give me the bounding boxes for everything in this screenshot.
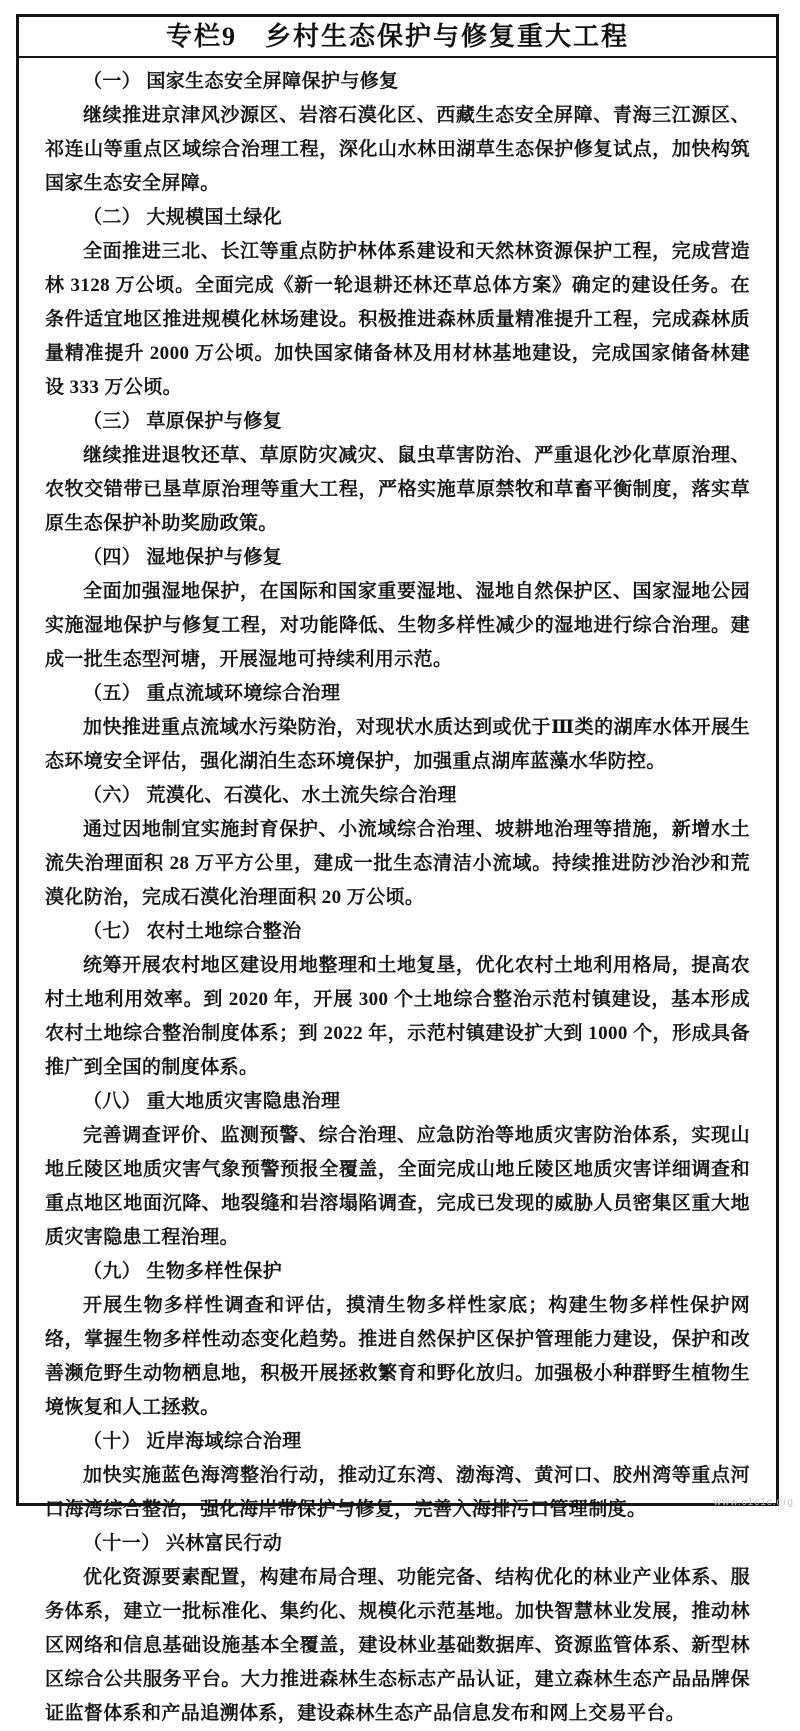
section-heading: （七） 农村土地综合整治: [83, 921, 302, 942]
section-paragraph: 加快实施蓝色海湾整治行动，推动辽东湾、渤海湾、黄河口、胶州湾等重点河口海湾综合整治，强化海岸带保护与修复，完善入海排污口管理制度。: [45, 1465, 750, 1520]
section-heading: （二） 大规模国土绿化: [83, 207, 283, 228]
section-paragraph: 通过因地制宜实施封育保护、小流域综合治理、坡耕地治理等措施，新增水土流失治理面积 28 万平方公里，建成一批生态清洁小流域。持续推进防沙治沙和荒漠化防治，完成石漠化治理面积 20 万公顷。: [45, 819, 750, 908]
column-body: [19, 58, 776, 1731]
section-heading: （一） 国家生态安全屏障保护与修复: [83, 71, 399, 92]
section-heading: （五） 重点流域环境综合治理: [83, 683, 341, 704]
section-heading: （六） 荒漠化、石漠化、水土流失综合治理: [83, 785, 457, 806]
section-paragraph: 继续推进退牧还草、草原防灾减灾、鼠虫草害防治、严重退化沙化草原治理、农牧交错带已垦草原治理等重大工程，严格实施草原禁牧和草畜平衡制度，落实草原生态保护补助奖励政策。: [45, 445, 750, 534]
section-heading: （九） 生物多样性保护: [83, 1261, 283, 1282]
section-paragraph: 优化资源要素配置，构建布局合理、功能完备、结构优化的林业产业体系、服务体系，建立一批标准化、集约化、规模化示范基地。加快智慧林业发展，推动林区网络和信息基础设施基本全覆盖，建设林业基础数据库、资源监管体系、新型林区综合公共服务平台。大力推进森林生态标志产品认证，建立森林生态产品品牌保证监督体系和产品追溯体系，建设森林生态产品信息发布和网上交易平台。: [45, 1567, 750, 1724]
section-paragraph: 完善调查评价、监测预警、综合治理、应急防治等地质灾害防治体系，实现山地丘陵区地质灾害气象预警预报全覆盖，全面完成山地丘陵区地质灾害详细调查和重点地区地面沉降、地裂缝和岩溶塌陷调查，完成已发现的威胁人员密集区重大地质灾害隐患工程治理。: [45, 1125, 750, 1248]
section-paragraph: 加快推进重点流域水污染防治，对现状水质达到或优于Ⅲ类的湖库水体开展生态环境安全评估，强化湖泊生态环境保护，加强重点湖库蓝藻水华防控。: [45, 717, 750, 772]
section-heading: （四） 湿地保护与修复: [83, 547, 283, 568]
column-box: [16, 14, 779, 1724]
column-title: 专栏9 乡村生态保护与修复重大工程: [19, 17, 776, 58]
section-paragraph: 统筹开展农村地区建设用地整理和土地复垦，优化农村土地利用格局，提高农村土地利用效率。到 2020 年，开展 300 个土地综合整治示范村镇建设，基本形成农村土地综合整治制度体系；到 2022 年，示范村镇建设扩大到 1000 个，形成具备推广到全国的制度体系。: [45, 955, 750, 1078]
watermark-text: www.c1c1c.org: [713, 1497, 794, 1508]
section-paragraph: 全面推进三北、长江等重点防护林体系建设和天然林资源保护工程，完成营造林 3128 万公顷。全面完成《新一轮退耕还林还草总体方案》确定的建设任务。在条件适宜地区推进规模化林场建设。积极推进森林质量精准提升工程，完成森林质量精准提升 2000 万公顷。加快国家储备林及用材林基地建设，完成国家储备林建设 333 万公顷。: [45, 241, 750, 398]
section-heading: （十） 近岸海域综合治理: [83, 1431, 302, 1452]
section-heading: （八） 重大地质灾害隐患治理: [83, 1091, 341, 1112]
section-heading: （十一） 兴林富民行动: [83, 1533, 283, 1554]
section-heading: （三） 草原保护与修复: [83, 411, 283, 432]
section-paragraph: 开展生物多样性调查和评估，摸清生物多样性家底；构建生物多样性保护网络，掌握生物多样性动态变化趋势。推进自然保护区保护管理能力建设，保护和改善濒危野生动物栖息地，积极开展拯救繁育和野化放归。加强极小种群野生植物生境恢复和人工拯救。: [45, 1295, 750, 1418]
section-paragraph: 继续推进京津风沙源区、岩溶石漠化区、西藏生态安全屏障、青海三江源区、祁连山等重点区域综合治理工程，深化山水林田湖草生态保护修复试点，加快构筑国家生态安全屏障。: [45, 105, 750, 194]
section-paragraph: 全面加强湿地保护，在国际和国家重要湿地、湿地自然保护区、国家湿地公园实施湿地保护与修复工程，对功能降低、生物多样性减少的湿地进行综合治理。建成一批生态型河塘，开展湿地可持续利用示范。: [45, 581, 750, 670]
